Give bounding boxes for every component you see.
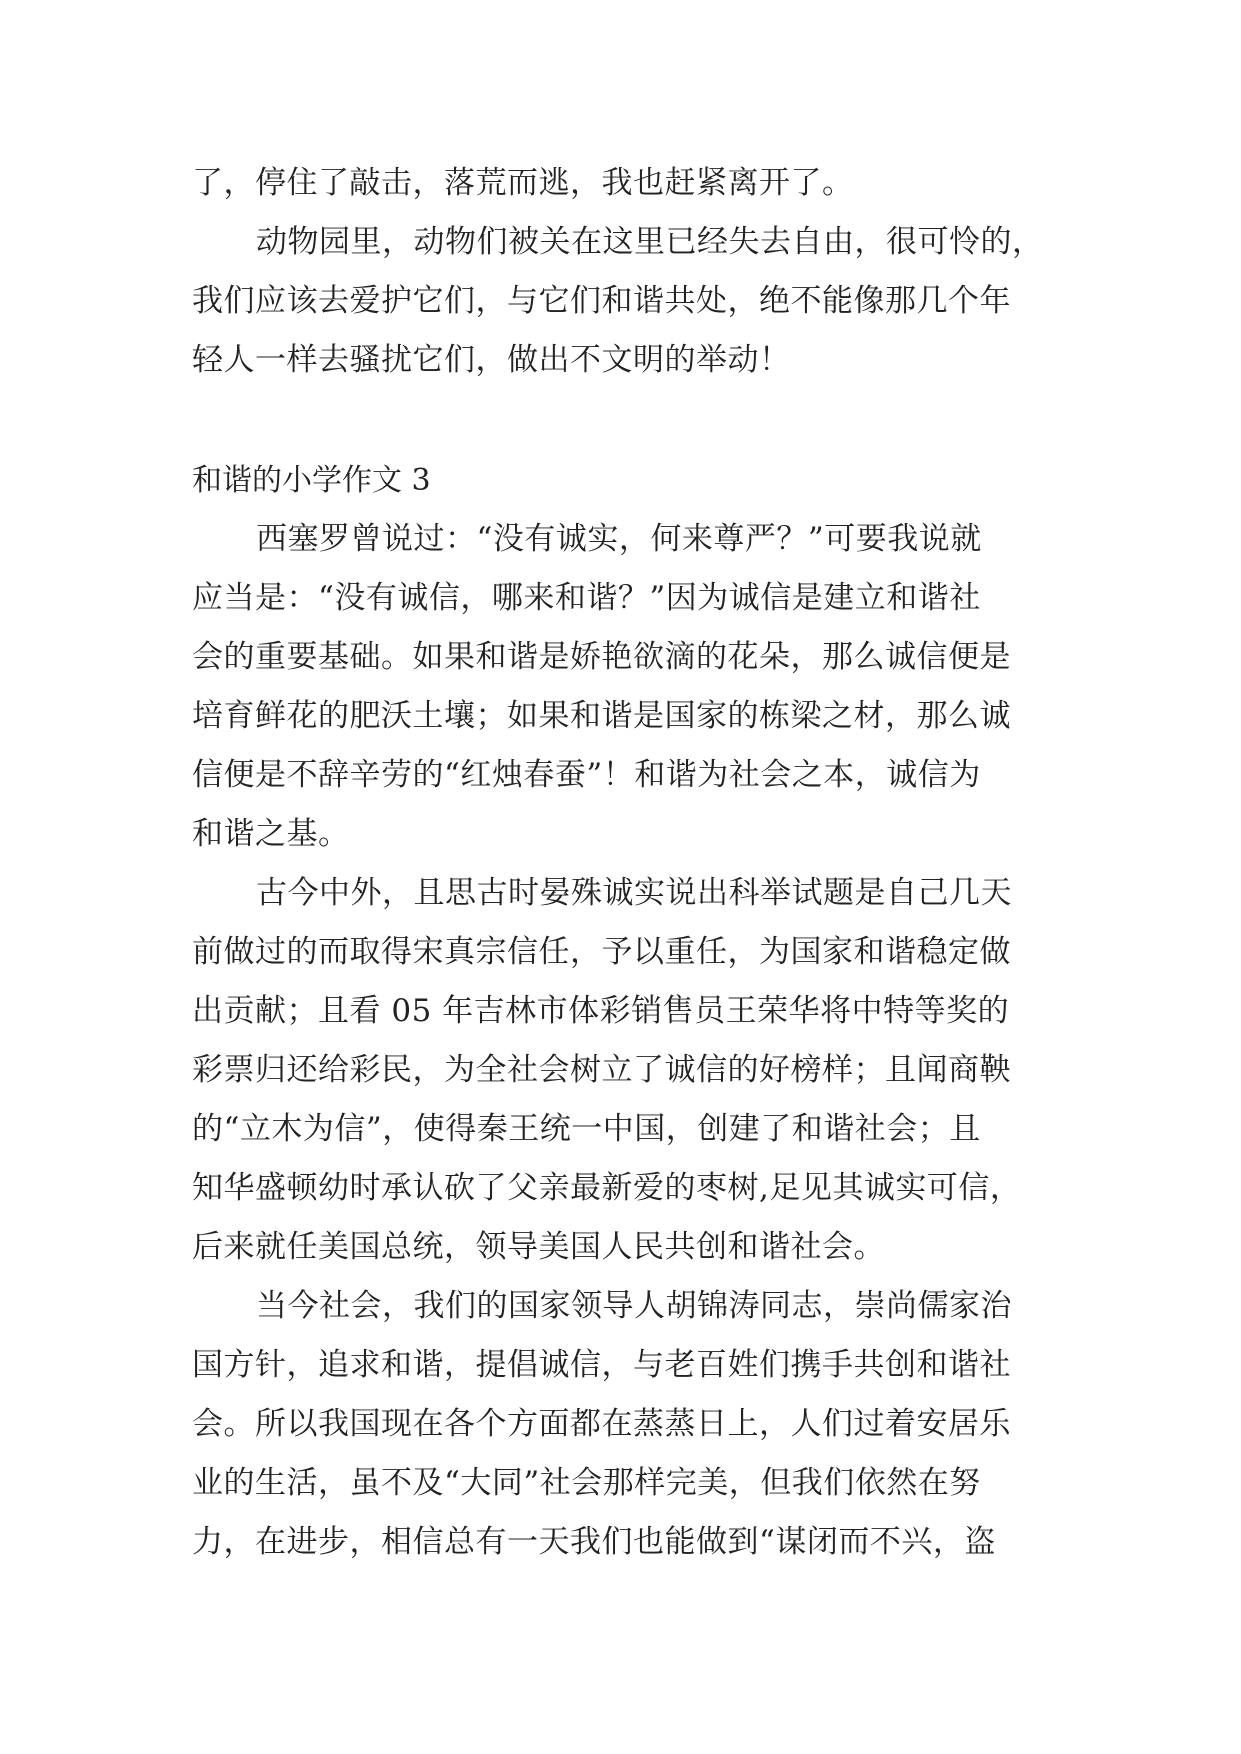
section-title: 和谐的小学作文 3 (192, 463, 431, 498)
text-line: 动物园里，动物们被关在这里已经失去自由，很可怜的， (256, 224, 1044, 260)
text-line: 的“立木为信”，使得秦王统一中国，创建了和谐社会；且 (192, 1111, 981, 1147)
text-line: 轻人一样去骚扰它们，做出不文明的举动！ (192, 342, 791, 378)
text-line: 国方针，追求和谐，提倡诚信，与老百姓们携手共创和谐社 (192, 1347, 1011, 1383)
text-line: 出贡献；且看 05 年吉林市体彩销售员王荣华将中特等奖的 (192, 993, 1010, 1029)
text-line: 会。所以我国现在各个方面都在蒸蒸日上，人们过着安居乐 (192, 1406, 1011, 1442)
text-line: 后来就任美国总统，领导美国人民共创和谐社会。 (192, 1229, 885, 1265)
text-line: 培育鲜花的肥沃土壤；如果和谐是国家的栋梁之材，那么诚 (192, 698, 1011, 734)
text-line: 了，停住了敲击，落荒而逃，我也赶紧离开了。 (192, 165, 854, 201)
section-gap (192, 390, 1052, 451)
text-line: 彩票归还给彩民，为全社会树立了诚信的好榜样；且闻商鞅 (192, 1052, 1011, 1088)
paragraph-cicero (192, 510, 1052, 864)
text-line: 业的生活，虽不及“大同”社会那样完美，但我们依然在努 (192, 1465, 981, 1501)
text-line: 和谐之基。 (192, 816, 350, 852)
text-line: 西塞罗曾说过：“没有诚实，何来尊严？”可要我说就 (256, 521, 982, 557)
text-line: 力，在进步，相信总有一天我们也能做到“谋闭而不兴，盗 (192, 1524, 996, 1560)
text-line: 应当是：“没有诚信，哪来和谐？”因为诚信是建立和谐社 (192, 580, 981, 616)
text-line: 知华盛顿幼时承认砍了父亲最新爱的枣树,足见其诚实可信， (192, 1170, 1022, 1206)
paragraph-today (192, 1277, 1052, 1572)
text-line: 古今中外，且思古时晏殊诚实说出科举试题是自己几天 (256, 875, 1012, 911)
paragraph-examples (192, 864, 1052, 1277)
paragraph-continuation (192, 154, 1052, 213)
text-line: 我们应该去爱护它们，与它们和谐共处，绝不能像那几个年 (192, 283, 1011, 319)
text-line: 信便是不辞辛劳的“红烛春蚕”！和谐为社会之本，诚信为 (192, 757, 981, 793)
text-line: 当今社会，我们的国家领导人胡锦涛同志，崇尚儒家治 (256, 1288, 1012, 1324)
text-line: 前做过的而取得宋真宗信任，予以重任，为国家和谐稳定做 (192, 934, 1011, 970)
document-body (192, 154, 1052, 1572)
paragraph-zoo (192, 213, 1052, 390)
text-line: 会的重要基础。如果和谐是娇艳欲滴的花朵，那么诚信便是 (192, 639, 1011, 675)
